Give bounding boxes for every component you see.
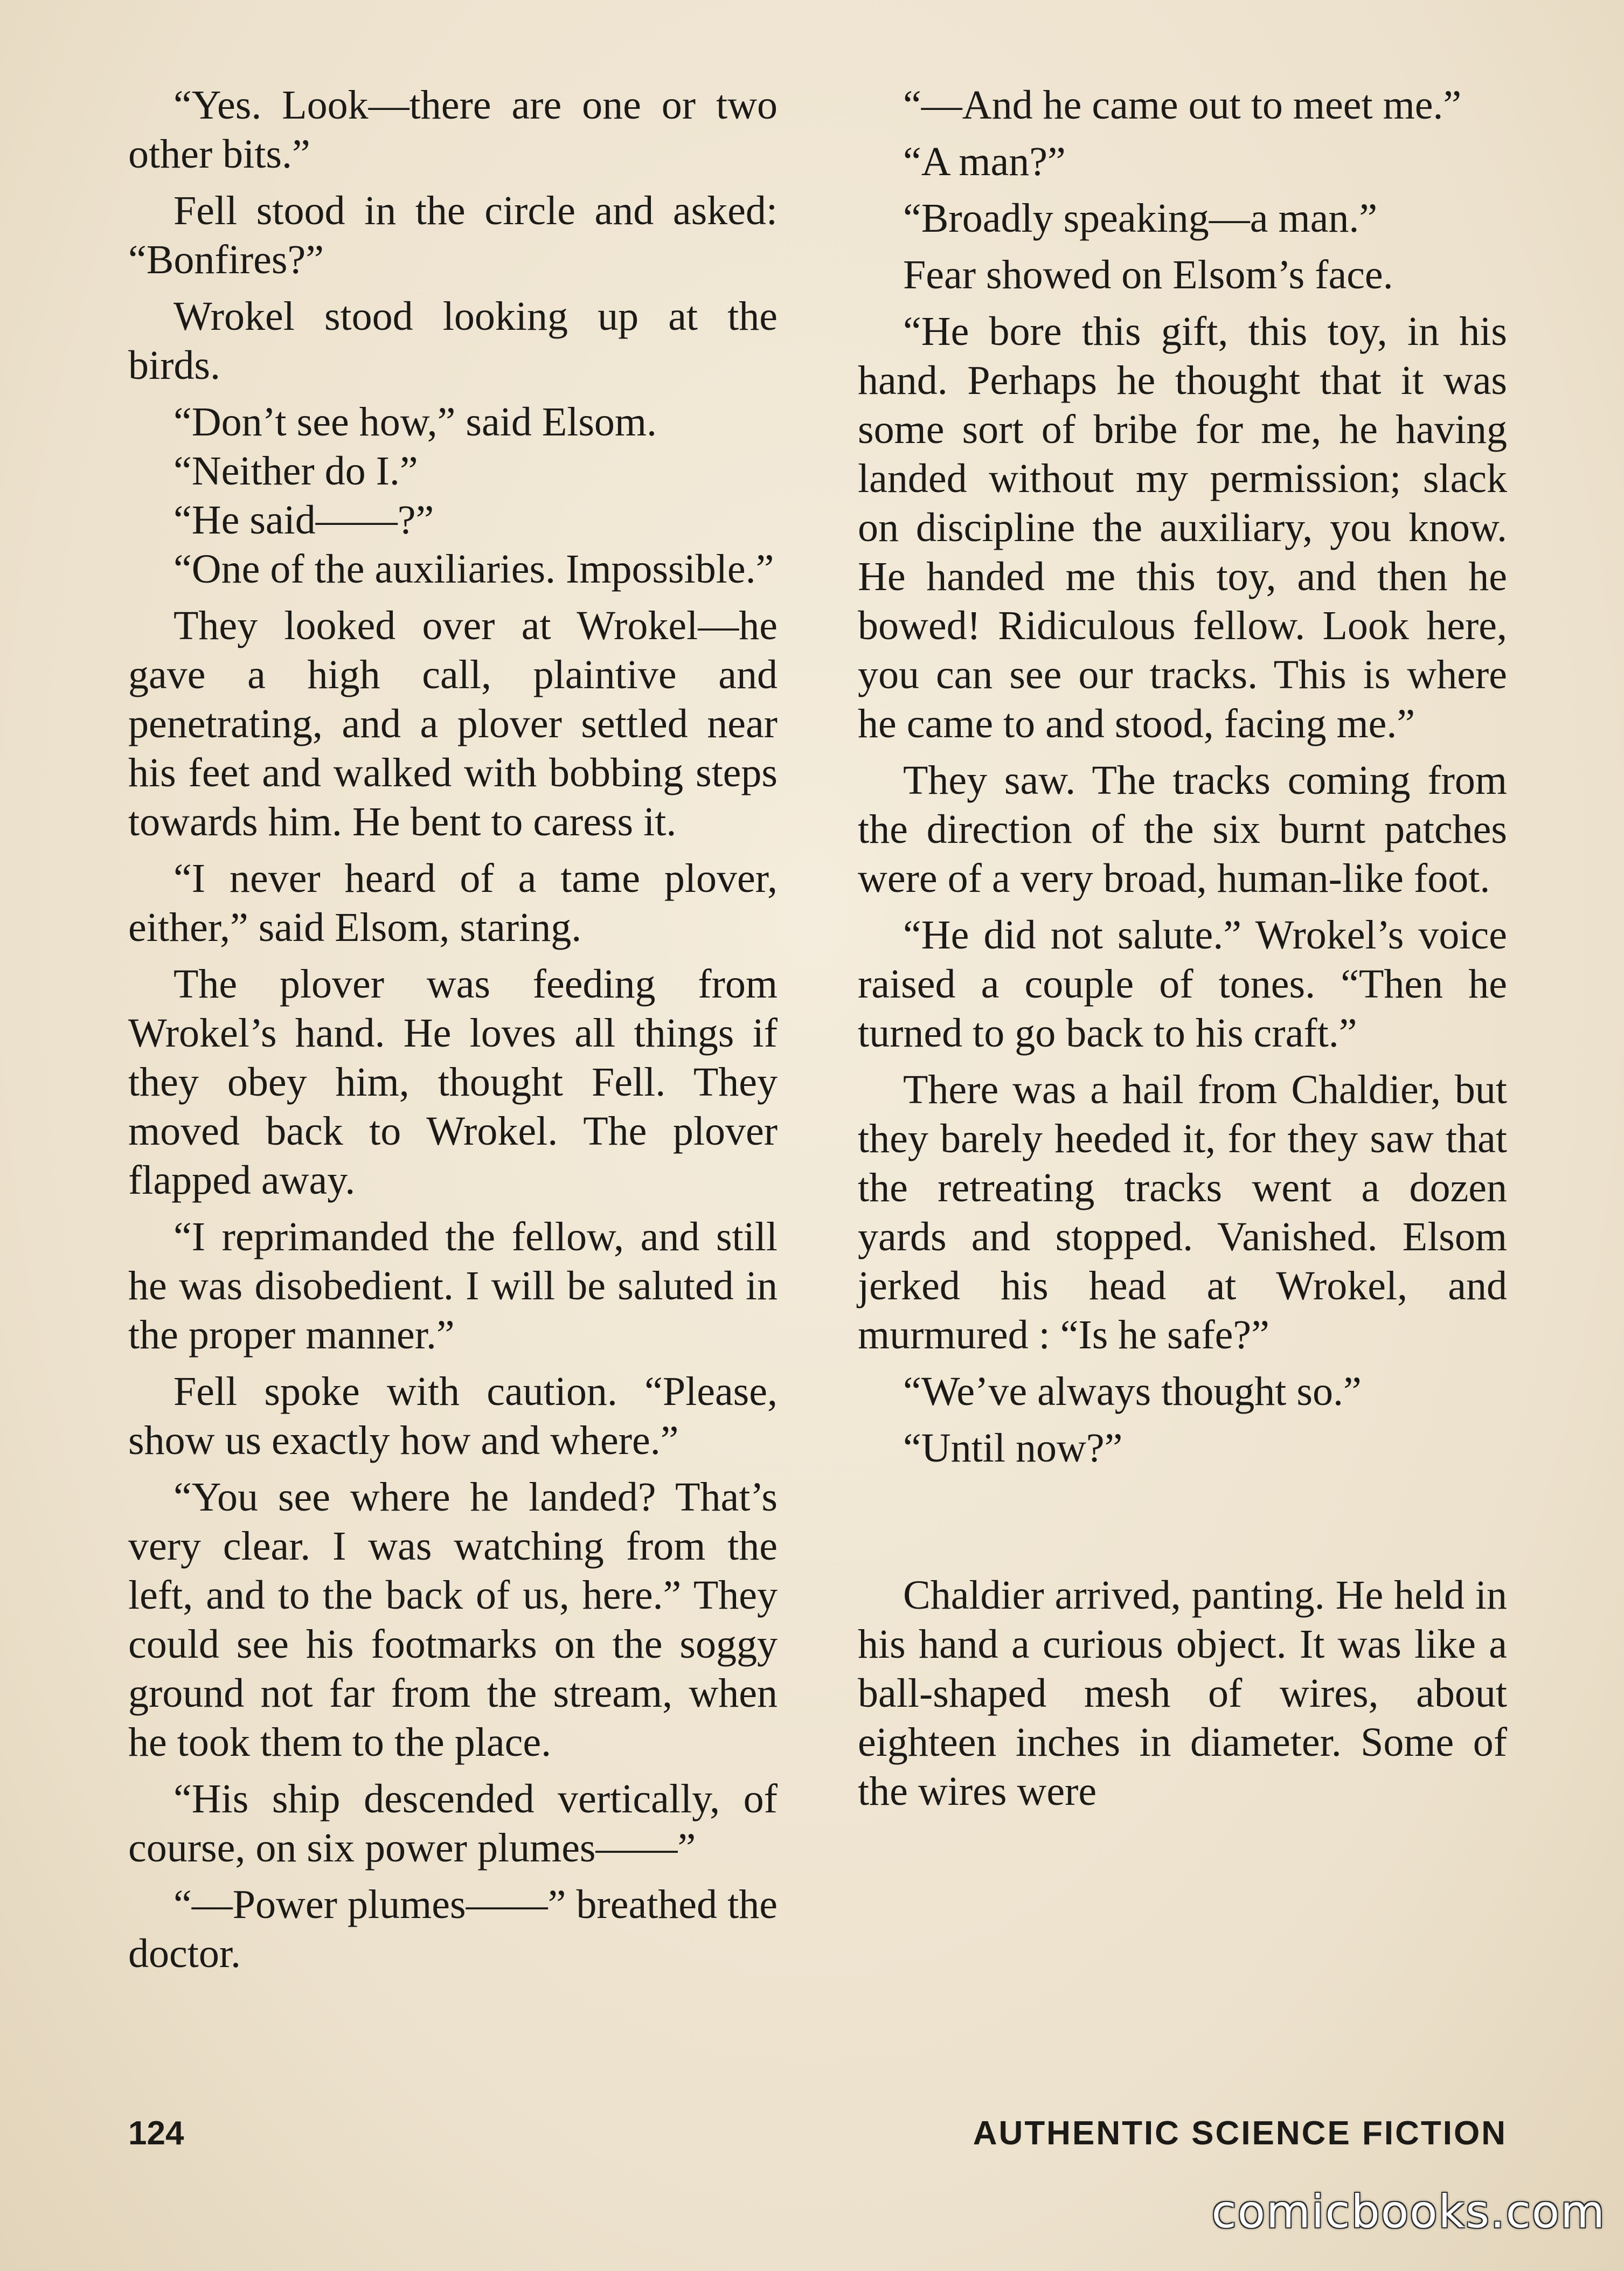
paragraph: “He bore this gift, this toy, in his hand. Perhaps he thought that it was some sort of bribe for me, he having landed without my permission; slack on discipline the auxiliary, you know. He handed me this toy, and then he bowed! Ridiculous fellow. Look here, you can see our tracks. This is where he came to and stood, facing me.” — [858, 309, 1507, 746]
paragraph: “You see where he landed? That’s very clear. I was watching from the left, and to the back of us, here.” They could see his footmarks on the soggy ground not far from the stream, when he took them to the place. — [128, 1474, 778, 1765]
paragraph: There was a hail from Chaldier, but they barely heeded it, for they saw that the retreating tracks went a dozen yards and stopped. Vanished. Elsom jerked his head at Wrokel, and murmured : “Is he safe?” — [858, 1067, 1507, 1358]
paragraph: “Don’t see how,” said Elsom. — [173, 399, 657, 445]
paragraph: Fell spoke with caution. “Please, show us exactly how and where.” — [128, 1369, 778, 1463]
paragraph: “He did not salute.” Wrokel’s voice raised a couple of tones. “Then he turned to go back to his craft.” — [858, 912, 1507, 1056]
paragraph: “Until now?” — [903, 1425, 1123, 1471]
paragraph: “Yes. Look—there are one or two other bits.” — [128, 82, 778, 177]
running-title: AUTHENTIC SCIENCE FICTION — [973, 2114, 1507, 2152]
paragraph: They saw. The tracks coming from the direction of the six burnt patches were of a very broad, human-like foot. — [858, 758, 1507, 901]
paragraph: “Broadly speaking—a man.” — [903, 196, 1378, 241]
paragraph: “One of the auxiliaries. Impossible.” — [173, 546, 774, 592]
paragraph: “I reprimanded the fellow, and still he was disobedient. I will be saluted in the proper manner.” — [128, 1214, 778, 1358]
page-number: 124 — [128, 2114, 184, 2152]
paragraph: “Neither do I.” — [173, 448, 418, 494]
paragraph: They looked over at Wrokel—he gave a high call, plaintive and penetrating, and a plover settled near his feet and walked with bobbing steps towards him. He bent to caress it. — [128, 603, 778, 844]
watermark: comicbooks.com — [1211, 2185, 1606, 2238]
paragraph: Fear showed on Elsom’s face. — [903, 252, 1393, 297]
paragraph: “I never heard of a tame plover, either,” said Elsom, staring. — [128, 856, 778, 950]
paragraph: “His ship descended vertically, of course, on six power plumes——” — [128, 1776, 778, 1871]
paragraph: Chaldier arrived, panting. He held in his hand a curious object. It was like a ball-shaped mesh of wires, about eighteen inches in diameter. Some of the wires were — [858, 1573, 1507, 1814]
paragraph: The plover was feeding from Wrokel’s hand. He loves all things if they obey him, thought Fell. They moved back to Wrokel. The plover flapped away. — [128, 961, 778, 1203]
left-text-column — [128, 81, 778, 1986]
paragraph: “He said——?” — [173, 497, 434, 543]
paragraph: Wrokel stood looking up at the birds. — [128, 294, 778, 388]
paragraph: “We’ve always thought so.” — [903, 1369, 1362, 1414]
paragraph: Fell stood in the circle and asked: “Bonfires?” — [128, 188, 778, 282]
paragraph: “—Power plumes——” breathed the doctor. — [128, 1882, 778, 1976]
right-text-column — [858, 81, 1507, 1824]
page-footer — [128, 2111, 1507, 2155]
paragraph: “A man?” — [903, 139, 1066, 184]
paragraph: “—And he came out to meet me.” — [903, 82, 1462, 128]
